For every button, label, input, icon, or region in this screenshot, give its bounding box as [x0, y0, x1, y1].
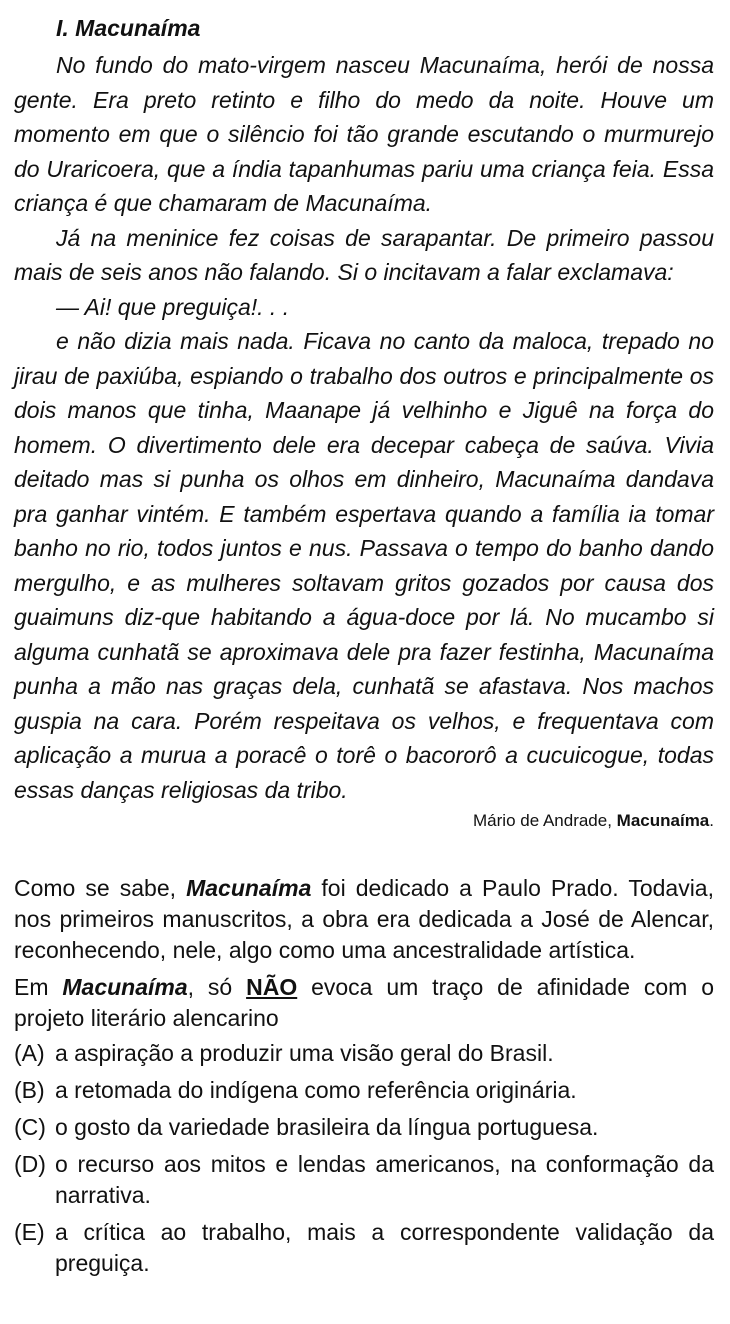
- source-title: Macunaíma: [616, 811, 710, 830]
- option-letter: (A): [14, 1040, 45, 1066]
- option-c[interactable]: [14, 1112, 714, 1143]
- question-stem: [14, 972, 714, 1034]
- excerpt-source: [14, 809, 714, 833]
- option-text: a retomada do indígena como referência originária.: [55, 1077, 577, 1103]
- intro-text-rest: foi dedicado a Paulo Prado. Todavia, nos primeiros manuscritos, a obra era dedicada a José de Alencar, reconhecendo, nele, algo como uma ancestralidade artística.: [14, 875, 714, 963]
- option-letter: (B): [14, 1077, 45, 1103]
- option-text: o gosto da variedade brasileira da língua portuguesa.: [55, 1114, 599, 1140]
- option-letter: (D): [14, 1151, 46, 1177]
- option-text: o recurso aos mitos e lendas americanos, na conformação da narrativa.: [55, 1151, 714, 1208]
- option-a[interactable]: [14, 1038, 714, 1069]
- option-d[interactable]: [14, 1149, 714, 1211]
- question-intro: [14, 873, 714, 966]
- intro-text: Como se sabe,: [14, 875, 187, 901]
- stem-text: Em: [14, 974, 63, 1000]
- excerpt-title: I. Macunaíma: [56, 15, 201, 41]
- stem-book-title: Macunaíma: [62, 974, 188, 1000]
- option-text: a aspiração a produzir uma visão geral do Brasil.: [55, 1040, 554, 1066]
- excerpt-paragraph: Já na meninice fez coisas de sarapantar. De primeiro passou mais de seis anos não falando. Si o incitavam a falar exclamava:: [14, 224, 714, 285]
- excerpt-paragraph: No fundo do mato-virgem nasceu Macunaíma, herói de nossa gente. Era preto retinto e filho do medo da noite. Houve um momento em que o silêncio foi tão grande escutando o murmurejo do Uraricoera, que a índia tapanhumas pariu uma criança feia. Essa criança é que chamaram de Macunaíma.: [14, 52, 714, 216]
- stem-negation: NÃO: [246, 974, 298, 1000]
- excerpt-dialogue: — Ai! que preguiça!. . .: [56, 293, 290, 320]
- intro-book-title: Macunaíma: [186, 875, 312, 901]
- excerpt-paragraph: e não dizia mais nada. Ficava no canto da maloca, trepado no jirau de paxiúba, espiando o trabalho dos outros e principalmente os dois manos que tinha, Maanape já velhinho e Jiguê na força do homem. O divertimento dele era decepar cabeça de saúva. Vivia deitado mas si punha os olhos em dinheiro, Macunaíma dandava pra ganhar vintém. E também espertava quando a família ia tomar banho no rio, todos juntos e nus. Passava o tempo do banho dando mergulho, e as mulheres soltavam gritos gozados por causa dos guaimuns diz-que habitando a água-doce por lá. No mucambo si alguma cunhatã se aproximava dele pra fazer festinha, Macunaíma punha a mão nas graças dela, cunhatã se afastava. Nos machos guspia na cara. Porém respeitava os velhos, e frequentava com aplicação a murua a poracê o torê o bacororô a cucuicogue, todas essas danças religiosas da tribo.: [14, 328, 714, 803]
- option-letter: (E): [14, 1219, 45, 1245]
- source-author: Mário de Andrade,: [473, 811, 617, 830]
- answer-options: [14, 1038, 714, 1279]
- option-b[interactable]: [14, 1075, 714, 1106]
- option-text: a crítica ao trabalho, mais a correspondente validação da preguiça.: [55, 1219, 714, 1276]
- source-end: .: [709, 811, 714, 830]
- literary-excerpt: [14, 48, 714, 807]
- stem-text-rest: evoca um traço de afinidade com o projeto literário alencarino: [14, 974, 715, 1031]
- stem-text-mid: , só: [187, 974, 247, 1000]
- option-letter: (C): [14, 1114, 46, 1140]
- option-e[interactable]: [14, 1217, 714, 1279]
- question-block: [14, 873, 714, 1034]
